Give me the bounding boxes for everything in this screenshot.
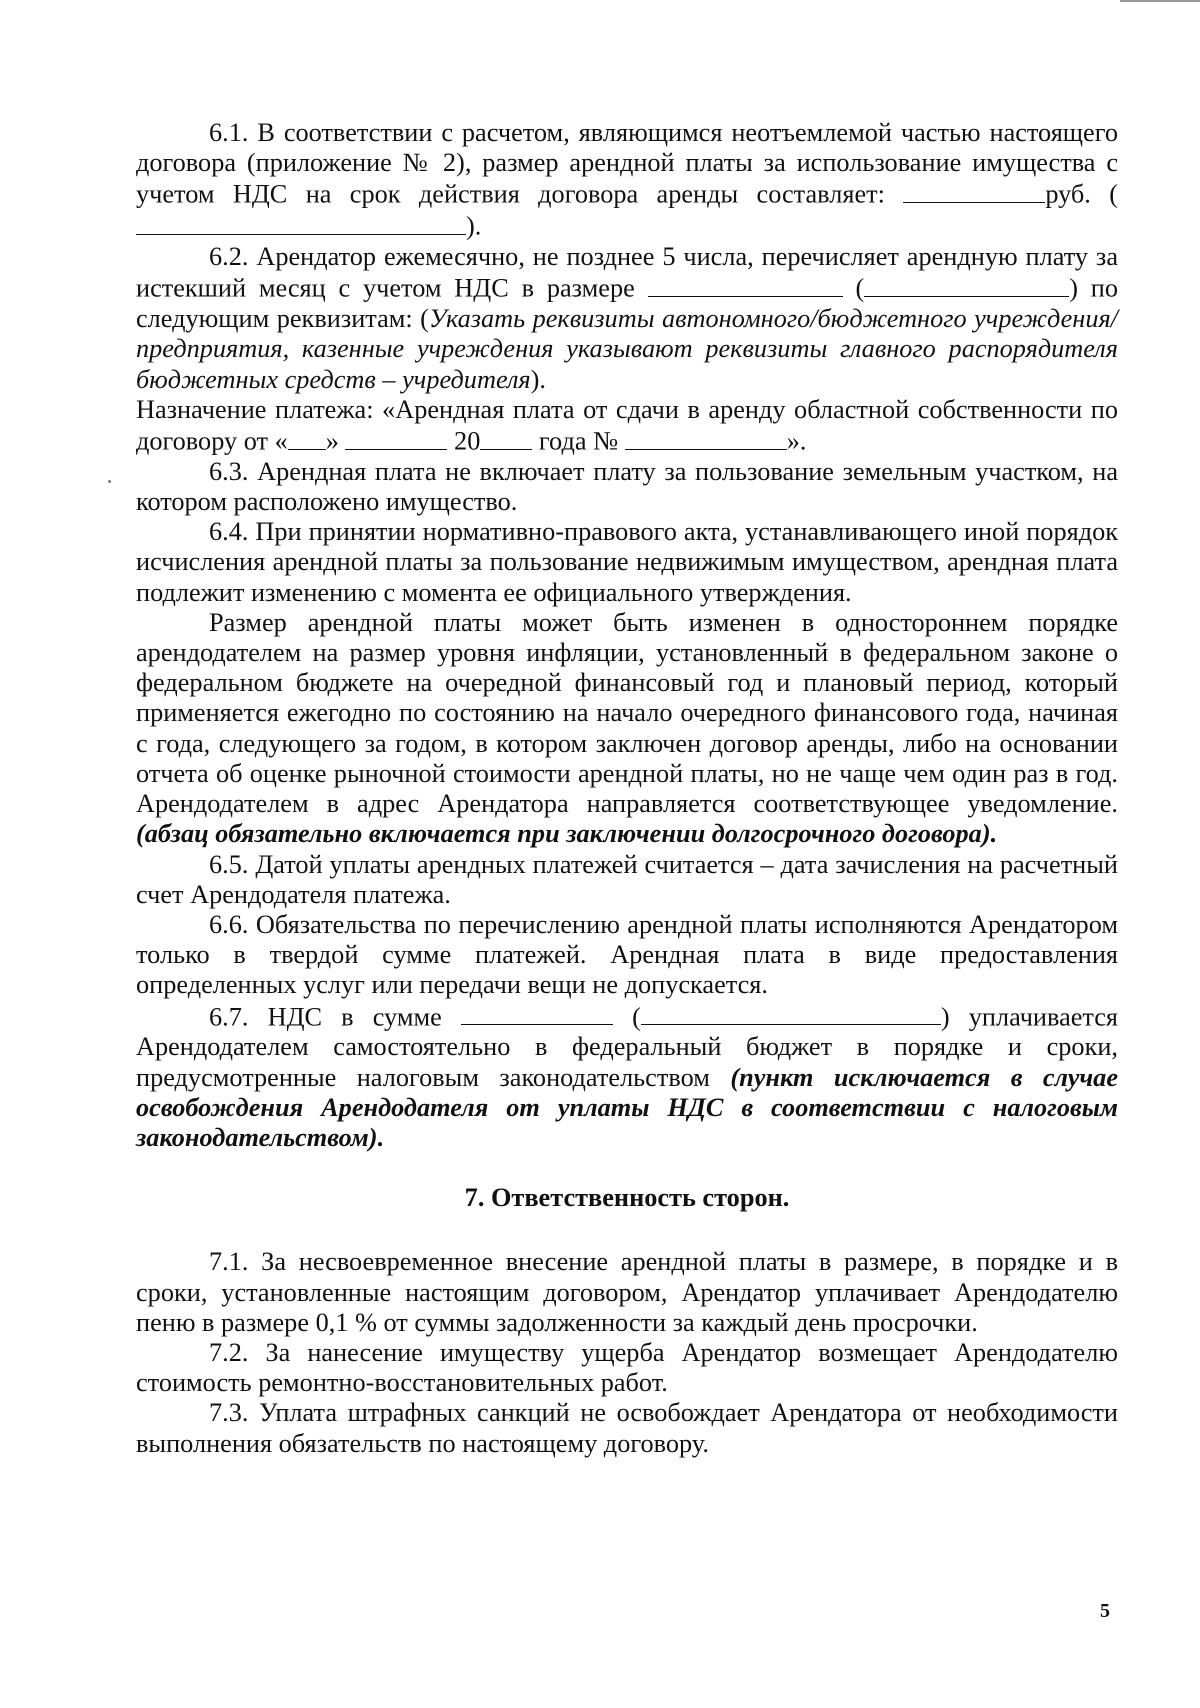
paragraph-6-6: 6.6. Обязательства по перечислению арендной платы исполняются Арендатором только в твердой сумме платежей. Арендная плата в виде предоставления определенных услуг или передачи вещи не допускается. <box>136 909 1118 1000</box>
month-blank <box>345 425 447 450</box>
page-number: 5 <box>1100 1600 1110 1622</box>
paragraph-7-1: 7.1. За несвоевременное внесение арендной платы в размере, в порядке и в сроки, установленные настоящим договором, Арендатор уплачивает Арендодателю пеню в размере 0,1 % от суммы задолженности за каждый день просрочки. <box>136 1247 1118 1337</box>
scan-edge-line <box>1120 0 1200 2</box>
section-7-heading: 7. Ответственность сторон. <box>464 1183 790 1213</box>
contract-number-blank <box>625 425 787 450</box>
day-blank <box>288 425 326 450</box>
payment-purpose-end: ». <box>786 426 807 456</box>
requisites-instruction: Указать реквизиты автономного/бюджетного учреждения/предприятия, казенные учреждения указывают реквизиты главного распорядителя бюджетных средств – учредителя <box>136 304 1118 394</box>
paragraph-6-4-inflation <box>136 608 1118 850</box>
paragraph-6-5: 6.5. Датой уплаты арендных платежей считается – дата зачисления на расчетный счет Арендодателя платежа. <box>136 849 1118 909</box>
long-term-note: (абзац обязательно включается при заключении долгосрочного договора). <box>136 819 998 849</box>
paren-open: ( <box>855 273 865 303</box>
monthly-amount-blank <box>648 272 843 297</box>
paragraph-6-1-text: 6.1. В соответствии с расчетом, являющимся неотъемлемой частью настоящего договора (приложение № 2), размер арендной платы за использование имущества с учетом НДС на срок действия договора аренды составляет: <box>136 118 1118 210</box>
rub-label: руб. ( <box>1045 180 1118 210</box>
amount-words-blank <box>136 210 466 235</box>
paragraph-6-7 <box>136 1001 1118 1154</box>
paragraph-6-2-mid: ) по следующим реквизитам: ( <box>136 273 1119 334</box>
vat-start: 6.7. НДС в сумме <box>209 1002 442 1032</box>
scan-speck <box>108 480 111 483</box>
vat-paren-open: ( <box>632 1002 641 1032</box>
paragraph-6-4: 6.4. При принятии нормативно-правового акта, устанавливающего иной порядок исчисления арендной платы за пользование недвижимым имуществом, арендная плата подлежит изменению с момента ее официального утверждения. <box>136 517 1118 607</box>
year-number-label: года № <box>538 426 619 456</box>
vat-amount-blank <box>461 1001 613 1026</box>
document-page <box>136 118 1118 1459</box>
paragraph-6-2-close: ). <box>530 364 546 394</box>
paragraph-6-1-end: ). <box>466 211 482 241</box>
amount-blank <box>903 178 1045 203</box>
vat-amount-words-blank <box>641 1001 941 1026</box>
paragraph-7-2: 7.2. За нанесение имуществу ущерба Арендатор возмещает Арендодателю стоимость ремонтно-восстановительных работ. <box>136 1338 1118 1398</box>
payment-purpose <box>136 395 1118 457</box>
quote-close: » <box>325 426 339 456</box>
payment-purpose-text: Назначение платежа: «Арендная плата от сдачи в аренду областной собственности по договору от « <box>136 394 1118 456</box>
paragraph-7-3: 7.3. Уплата штрафных санкций не освобождает Арендатора от необходимости выполнения обязательств по настоящему договору. <box>136 1398 1118 1458</box>
vat-exemption-note: (пункт исключается в случае освобождения Арендодателя от уплаты НДС в соответствии с налоговым законодательством). <box>136 1062 1118 1152</box>
paragraph-6-1 <box>136 118 1118 242</box>
paragraph-6-2 <box>136 242 1118 395</box>
monthly-amount-words-blank <box>864 272 1069 297</box>
vat-text: ) уплачивается Арендодателем самостоятельно в федеральный бюджет в порядке и сроки, предусмотренные налоговым законодательством <box>136 1002 1119 1092</box>
year-prefix: 20 <box>454 426 481 456</box>
inflation-text: Размер арендной платы может быть изменен в одностороннем порядке арендодателем на размер уровня инфляции, установленный в федеральном законе о федеральном бюджете на очередной финансовый год и плановый период, который применяется ежегодно по состоянию на начало очередного финансового года, начиная с года, следующего за годом, в котором заключен договор аренды, либо на основании отчета об оценке рыночной стоимости арендной платы, но не чаще чем один раз в год. Арендодателем в адрес Арендатора направляется соответствующее уведомление. <box>136 607 1118 819</box>
year-blank <box>480 425 532 450</box>
paragraph-6-2-text: 6.2. Арендатор ежемесячно, не позднее 5 числа, перечисляет арендную плату за истекший месяц с учетом НДС в размере <box>136 242 1118 303</box>
paragraph-6-3: 6.3. Арендная плата не включает плату за пользование земельным участком, на котором расположено имущество. <box>136 456 1118 517</box>
